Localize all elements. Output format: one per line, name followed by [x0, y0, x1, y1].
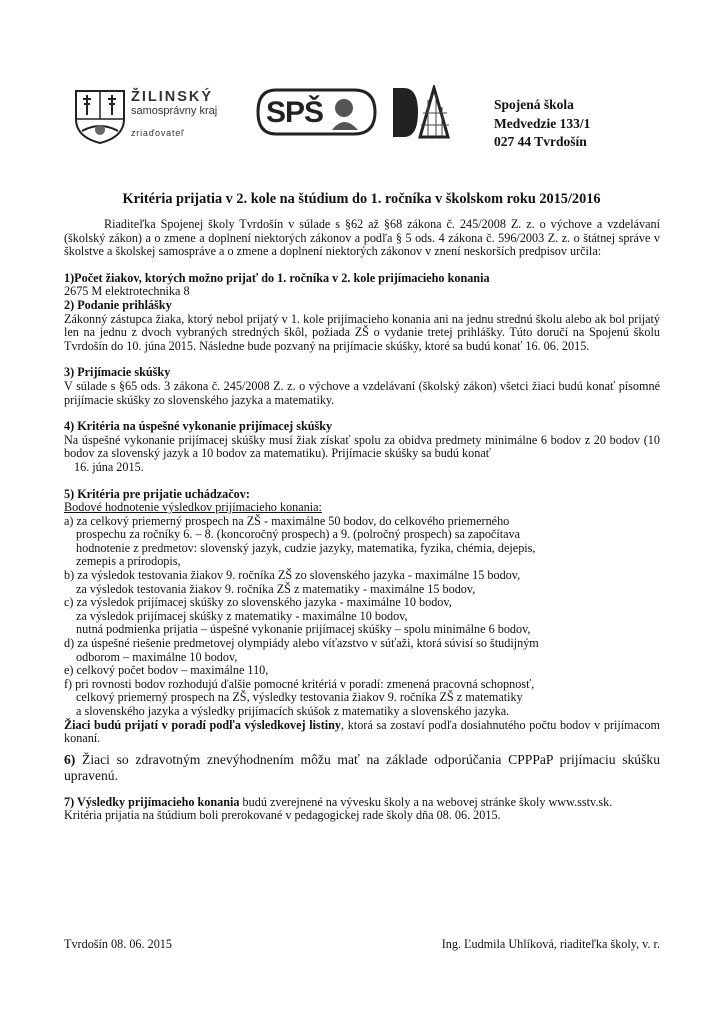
section-4-text: Na úspešné vykonanie prijímacej skúšky musí žiak získať spolu za obidva predmety minimálne 6 bodov z 20 bodov (10 bodov za slovenský jazyk a 10 bodov za matematiku). Prijímacie skúšky sa budú konať — [64, 432, 660, 461]
intro-paragraph: Riaditeľka Spojenej školy Tvrdošín v súlade s §62 až §68 zákona č. 245/2008 Z. z. o výchove a vzdelávaní (školský zákon) a o zmene a doplnení niektorých zákonov a podľa § 5 ods. 4 zákona č. 596/2003 Z. z. o štátnej správe v školstve a školskej samospráve a o zmene a doplnení niektorých zákonov v znení neskorších predpisov určila: — [64, 217, 660, 259]
criterion-a-line-1: a) za celkový priemerný prospech na ZŠ - maximálne 50 bodov, do celkového priemerného — [64, 513, 510, 528]
school-name: Spojená škola — [494, 97, 574, 112]
criterion-c-line-3: nutná podmienka prijatia – úspešné vykonanie prijímacej skúšky – spolu minimálne 6 bodov, — [76, 622, 531, 637]
document-title: Kritéria prijatia v 2. kole na štúdium do 1. ročníka v školskom roku 2015/2016 — [122, 191, 601, 207]
criterion-d-line-2: odborom – maximálne 10 bodov, — [76, 649, 238, 664]
sps-logo-icon — [254, 86, 379, 138]
criterion-f-line-2: celkový priemerný prospech na ZŠ, výsledky testovania žiakov 9. ročníka ZŠ z matematiky — [76, 690, 523, 705]
document-body — [64, 218, 660, 823]
footer — [64, 938, 660, 952]
zilina-region-crest-icon — [74, 89, 126, 145]
criterion-d-line-1: d) za úspešné riešenie predmetovej olympiády alebo víťazstvo v súťaži, ktorá súvisí so študijným — [64, 636, 539, 651]
section-5-subheading: Bodové hodnotenie výsledkov prijímacieho konania: — [64, 500, 322, 515]
section-5-heading: 5) Kritéria pre prijatie uchádzačov: — [64, 486, 250, 501]
school-address — [494, 96, 590, 152]
section-7-note: Kritéria prijatia na štúdium boli prerokované v pedagogickej rade školy dňa 08. 06. 2015. — [64, 808, 501, 823]
letterhead — [0, 0, 723, 180]
criterion-a-line-4: zemepis a prírodopis, — [76, 554, 181, 569]
founder-label: zriaďovateľ — [131, 128, 185, 138]
section-3-text: V súlade s §65 ods. 3 zákona č. 245/2008 Z. z. o výchove a vzdelávaní (školský zákon) všetci žiaci budú konať písomné prijímacie skúšky zo slovenského jazyka a matematiky. — [64, 378, 660, 407]
criterion-c-line-1: c) za výsledok prijímacej skúšky zo slovenského jazyka - maximálne 10 bodov, — [64, 595, 452, 610]
section-1-line: 2675 M elektrotechnika 8 — [64, 284, 190, 299]
section-7 — [64, 796, 660, 810]
section-4-date: 16. júna 2015. — [74, 459, 144, 474]
criterion-c-line-2: za výsledok prijímacej skúšky z matematiky - maximálne 10 bodov, — [76, 608, 408, 623]
place-date: Tvrdošín 08. 06. 2015 — [64, 937, 172, 951]
region-name: ŽILINSKÝ — [131, 89, 214, 105]
section-7-heading: 7) Výsledky prijímacieho konania — [64, 794, 240, 809]
criterion-b-line-2: za výsledok testovania žiakov 9. ročníka ZŠ z matematiky - maximálne 15 bodov, — [76, 581, 476, 596]
region-name-block — [131, 89, 217, 141]
school-street: Medvedzie 133/1 — [494, 115, 591, 131]
admission-order — [64, 719, 660, 746]
criterion-f-line-3: a slovenského jazyka a výsledky prijímacích skúšok z matematiky a slovenského jazyka. — [76, 704, 510, 718]
criterion-f-line-1: f) pri rovnosti bodov rozhodujú ďalšie pomocné kritériá v poradí: zmenená pracovná schopnosť, — [64, 676, 535, 691]
criterion-a-line-3: hodnotenie z predmetov: slovenský jazyk, cudzie jazyky, matematika, fyzika, chémia, dejepis, — [76, 540, 536, 555]
school-city: 027 44 Tvrdošín — [494, 134, 587, 149]
region-subtitle: samosprávny kraj — [131, 105, 218, 117]
criterion-e: e) celkový počet bodov – maximálne 110, — [64, 663, 269, 678]
section-2-text: Zákonný zástupca žiaka, ktorý nebol prijatý v 1. kole prijímacieho konania ani na jednu strednú školu alebo ak bol prijatý len na jednu z dvoch vybraných stredných škôl, požiada ZŠ o vydanie tretej prihlášky. Túto doručí na Spojenú školu Tvrdošín do 10. júna 2015. Následne bude pozvaný na prijímacie skúšky, ktoré sa budú konať 16. 06. 2015. — [64, 311, 660, 353]
section-7-text: budú zverejnené na vývesku školy a na webovej stránke školy www.sstv.sk. — [239, 794, 613, 809]
section-3-heading: 3) Prijímacie skúšky — [64, 365, 171, 380]
criterion-b-line-1: b) za výsledok testovania žiakov 9. ročníka ZŠ zo slovenského jazyka - maximálne 15 bodov, — [64, 568, 521, 583]
section-2-heading: 2) Podanie prihlášky — [64, 297, 172, 312]
section-1-heading: 1)Počet žiakov, ktorých možno prijať do 1. ročníka v 2. kole prijímacieho konania — [64, 270, 490, 285]
admission-order-rest: , ktorá sa zostaví podľa dosiahnutého počtu bodov v prijímacom konaní. — [64, 717, 661, 746]
criterion-a-line-2: prospechu za ročníky 6. – 8. (koncoročný prospech) a 9. (polročný prospech) sa započítava — [76, 527, 521, 542]
signature: Ing. Ľudmila Uhlíková, riaditeľka školy, v. r. — [441, 937, 660, 951]
da-logo-icon — [390, 85, 450, 140]
section-6-text: Žiaci so zdravotným znevýhodnením môžu mať na základe odporúčania CPPPaP prijímaciu skúšku upravenú. — [64, 751, 660, 783]
section-6 — [64, 752, 660, 784]
section-4-heading: 4) Kritéria na úspešné vykonanie prijímacej skúšky — [64, 419, 333, 434]
admission-order-bold: Žiaci budú prijatí v poradí podľa výsledkovej listiny — [64, 717, 342, 732]
sps-logo-text: SPŠ — [266, 96, 324, 129]
section-6-number: 6) — [64, 751, 76, 767]
